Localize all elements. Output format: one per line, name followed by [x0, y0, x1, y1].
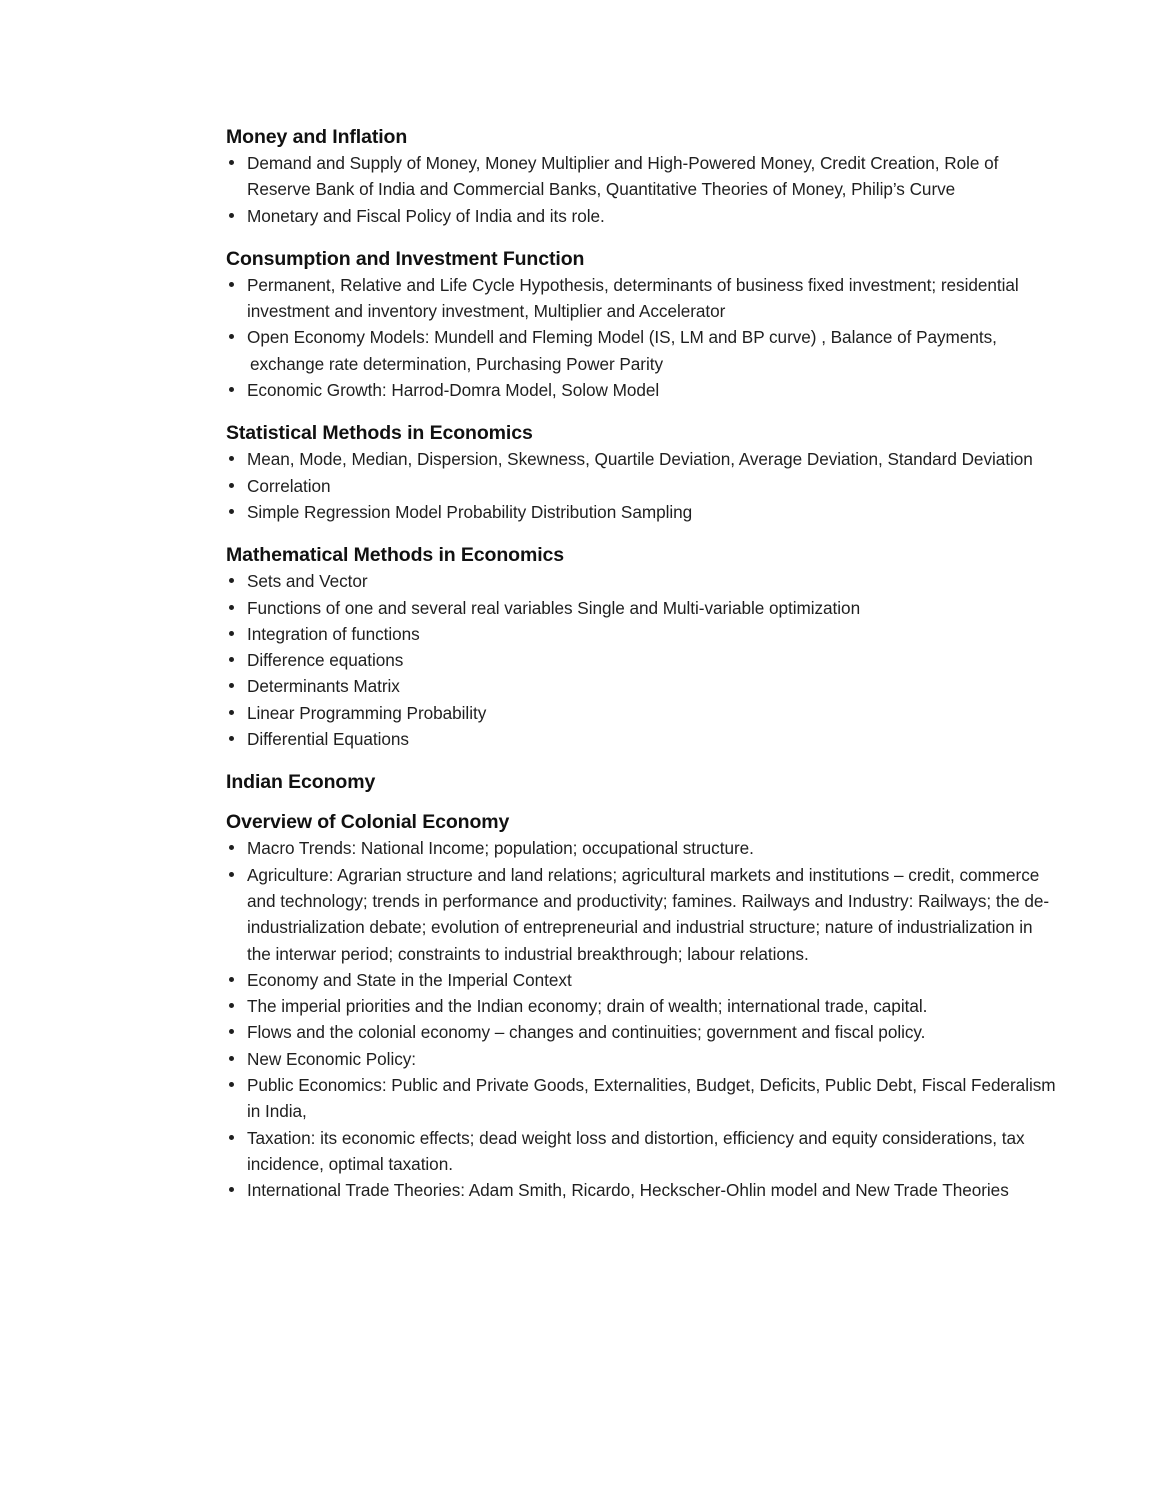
section-statistical-methods-in-economics: [226, 420, 1056, 446]
bullet-list-consumption-and-investment-function: [226, 272, 1056, 403]
section-heading: Statistical Methods in Economics: [226, 422, 533, 445]
list-item: [226, 272, 1056, 325]
bullet-list-statistical-methods-in-economics: [226, 446, 1056, 525]
bullet-dot-icon: [229, 282, 234, 287]
bullet-dot-icon: [229, 483, 234, 488]
bullet-dot-icon: [229, 213, 234, 218]
section-mathematical-methods-in-economics: [226, 542, 1056, 568]
list-item: [226, 1046, 1056, 1072]
section-indian-economy: [226, 769, 1056, 795]
list-item: [226, 473, 1056, 499]
document-content: [226, 124, 1056, 1204]
list-item: [226, 1072, 1056, 1125]
list-item-text: Public Economics: Public and Private Goods, Externalities, Budget, Deficits, Public Debt, Fiscal Federalism in India,: [247, 1075, 1056, 1122]
list-item-text: Determinants Matrix: [247, 676, 400, 697]
list-item: [226, 993, 1056, 1019]
bullet-dot-icon: [229, 1187, 234, 1192]
list-item-text: Simple Regression Model Probability Distribution Sampling: [247, 501, 693, 522]
section-heading: Overview of Colonial Economy: [226, 811, 510, 834]
section-heading: Indian Economy: [226, 771, 376, 794]
bullet-dot-icon: [229, 872, 234, 877]
list-item-text: Monetary and Fiscal Policy of India and its role.: [247, 205, 605, 226]
section-overview-of-colonial-economy: [226, 809, 1056, 835]
bullet-dot-icon: [229, 977, 234, 982]
bullet-dot-icon: [229, 605, 234, 610]
list-item: [226, 150, 1056, 203]
list-item: [226, 647, 1056, 673]
list-item-text: Economy and State in the Imperial Context: [247, 969, 572, 990]
bullet-dot-icon: [229, 1003, 234, 1008]
section-heading: Consumption and Investment Function: [226, 247, 585, 270]
list-item-text: Functions of one and several real variables Single and Multi-variable optimization: [247, 597, 861, 618]
list-item: [226, 621, 1056, 647]
section-heading: Money and Inflation: [226, 126, 408, 148]
list-item: [226, 862, 1056, 967]
list-item-text: Differential Equations: [247, 729, 409, 750]
list-item: [226, 1125, 1056, 1178]
bullet-dot-icon: [229, 657, 234, 662]
bullet-dot-icon: [229, 1056, 234, 1061]
list-item-text: Permanent, Relative and Life Cycle Hypothesis, determinants of business fixed investment; residential investment and inventory investment, Multiplier and Accelerator: [247, 274, 1019, 322]
list-item-text: Taxation: its economic effects; dead weight loss and distortion, efficiency and equity considerations, tax incidence, optimal taxation.: [247, 1127, 1025, 1174]
list-item: [226, 967, 1056, 993]
list-item-text: Flows and the colonial economy – changes and continuities; government and fiscal policy.: [247, 1022, 926, 1043]
section-consumption-and-investment-function: [226, 246, 1056, 272]
list-item-text: Integration of functions: [247, 623, 420, 644]
list-item: [226, 1019, 1056, 1045]
list-item: [226, 726, 1056, 752]
list-item-text: Correlation: [247, 475, 331, 496]
list-item: [226, 835, 1056, 861]
list-item-text: Linear Programming Probability: [247, 702, 487, 723]
bullet-dot-icon: [229, 631, 234, 636]
list-item-text: Difference equations: [247, 650, 404, 671]
list-item: [226, 446, 1056, 472]
bullet-dot-icon: [229, 334, 234, 339]
list-item-text: Open Economy Models: Mundell and Fleming Model (IS, LM and BP curve) , Balance of Payments, exchange rate determination, Purchasing Power Parity: [247, 327, 997, 374]
list-item-text: Economic Growth: Harrod-Domra Model, Solow Model: [247, 380, 660, 401]
list-item-text: Macro Trends: National Income; population; occupational structure.: [247, 838, 754, 859]
bullet-dot-icon: [229, 1082, 234, 1087]
list-item: [226, 673, 1056, 699]
list-item-text: The imperial priorities and the Indian economy; drain of wealth; international trade, capital.: [247, 996, 928, 1017]
list-item-text: Sets and Vector: [247, 571, 368, 592]
bullet-dot-icon: [229, 578, 234, 583]
list-item: [226, 595, 1056, 621]
bullet-dot-icon: [229, 736, 234, 741]
section-heading: Mathematical Methods in Economics: [226, 544, 565, 567]
section-money-and-inflation: [226, 124, 1056, 150]
bullet-dot-icon: [229, 456, 234, 461]
list-item: [226, 324, 1056, 377]
list-item-text: Agriculture: Agrarian structure and land relations; agricultural markets and institutions – credit, commerce and technology; trends in performance and productivity; famines. Railways and Industry: Railways; the de-industrialization debate; evolution of entrepreneurial and industrial structure; nature of industrialization in the interwar period; constraints to industrial breakthrough; labour relations.: [247, 864, 1050, 964]
bullet-dot-icon: [229, 160, 234, 165]
list-item-text: International Trade Theories: Adam Smith, Ricardo, Heckscher-Ohlin model and New Trade Theories: [247, 1180, 1009, 1201]
bullet-dot-icon: [229, 845, 234, 850]
bullet-dot-icon: [229, 1135, 234, 1140]
list-item: [226, 499, 1056, 525]
bullet-list-mathematical-methods-in-economics: [226, 568, 1056, 752]
list-item-text: Mean, Mode, Median, Dispersion, Skewness, Quartile Deviation, Average Deviation, Standard Deviation: [247, 449, 1033, 470]
bullet-dot-icon: [229, 710, 234, 715]
list-item: [226, 568, 1056, 594]
bullet-dot-icon: [229, 683, 234, 688]
bullet-list-money-and-inflation: [226, 150, 1056, 229]
list-item-text: Demand and Supply of Money, Money Multiplier and High-Powered Money, Credit Creation, Role of Reserve Bank of India and Commercial Banks, Quantitative Theories of Money, Philip’s Curve: [247, 153, 999, 200]
list-item: [226, 1177, 1056, 1203]
bullet-list-overview-of-colonial-economy: [226, 835, 1056, 1203]
bullet-dot-icon: [229, 387, 234, 392]
bullet-dot-icon: [229, 509, 234, 514]
list-item: [226, 203, 1056, 229]
list-item: [226, 700, 1056, 726]
list-item-text: New Economic Policy:: [247, 1048, 417, 1069]
bullet-dot-icon: [229, 1029, 234, 1034]
list-item: [226, 377, 1056, 403]
